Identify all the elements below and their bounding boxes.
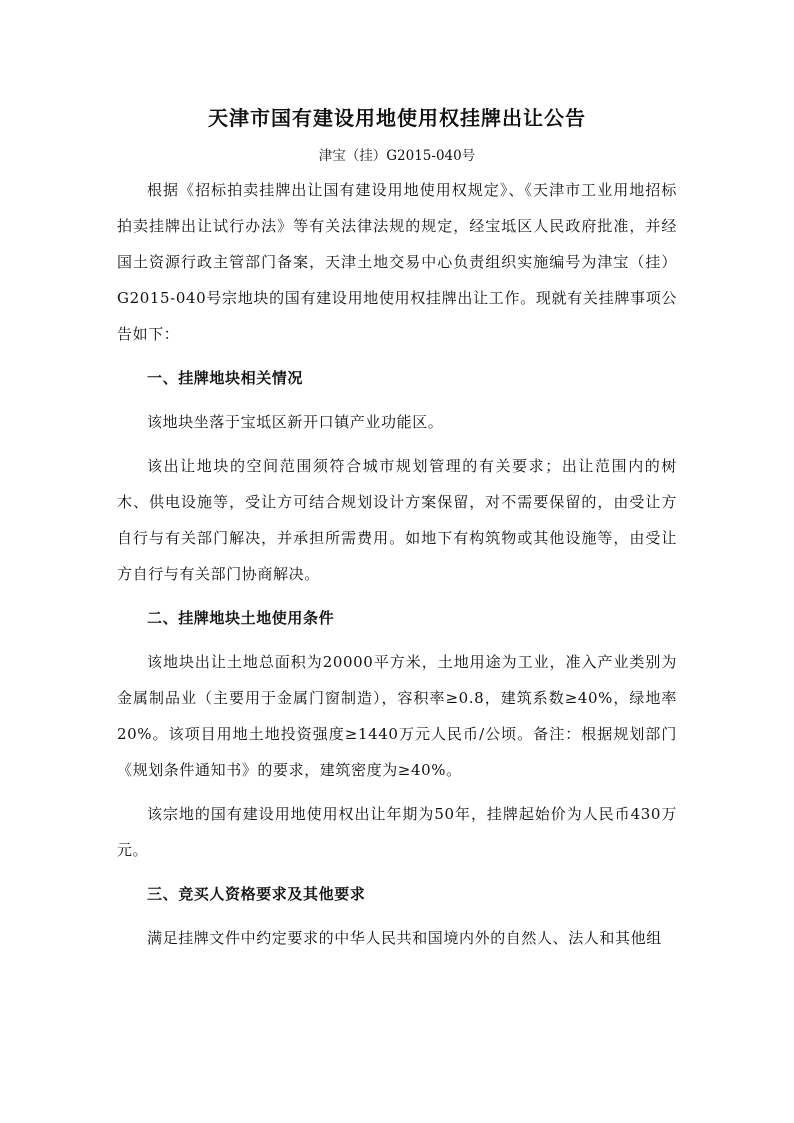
section-1-paragraph-2: 该出让地块的空间范围须符合城市规划管理的有关要求；出让范围内的树木、供电设施等，受让方可结合规划设计方案保留，对不需要保留的，由受让方自行与有关部门解决，并承担所需费用。如地下有构筑物或其他设施等，由受让方自行与有关部门协商解决。 <box>117 457 677 583</box>
section-3-heading: 三、竞买人资格要求及其他要求 <box>147 885 366 903</box>
intro-paragraph: 根据《招标拍卖挂牌出让国有建设用地使用权规定》、《天津市工业用地招标拍卖挂牌出让试行办法》等有关法律法规的规定，经宝坻区人民政府批准，并经国土资源行政主管部门备案，天津土地交易中心负责组织实施编号为津宝（挂）G2015-040号宗地块的国有建设用地使用权挂牌出让工作。现就有关挂牌事项公告如下： <box>117 181 677 343</box>
section-3-paragraph-1: 满足挂牌文件中约定要求的中华人民共和国境内外的自然人、法人和其他组 <box>147 929 662 947</box>
section-2-heading: 二、挂牌地块土地使用条件 <box>147 609 335 627</box>
document-title: 天津市国有建设用地使用权挂牌出让公告 <box>208 106 586 130</box>
document-body <box>117 172 677 964</box>
section-2-paragraph-2: 该宗地的国有建设用地使用权出让年期为50年，挂牌起始价为人民币430万元。 <box>117 805 677 859</box>
document-page <box>117 0 677 1123</box>
section-1-paragraph-1: 该地块坐落于宝坻区新开口镇产业功能区。 <box>147 413 444 431</box>
document-number: 津宝（挂）G2015-040号 <box>318 148 476 164</box>
section-2-paragraph-1: 该地块出让土地总面积为20000平方米，土地用途为工业，准入产业类别为金属制品业（主要用于金属门窗制造），容积率≥0.8，建筑系数≥40%，绿地率20%。该项目用地土地投资强度≥1440万元人民币/公顷。备注：根据规划部门《规划条件通知书》的要求，建筑密度为≥40%。 <box>117 653 677 779</box>
section-1-heading: 一、挂牌地块相关情况 <box>147 369 304 387</box>
